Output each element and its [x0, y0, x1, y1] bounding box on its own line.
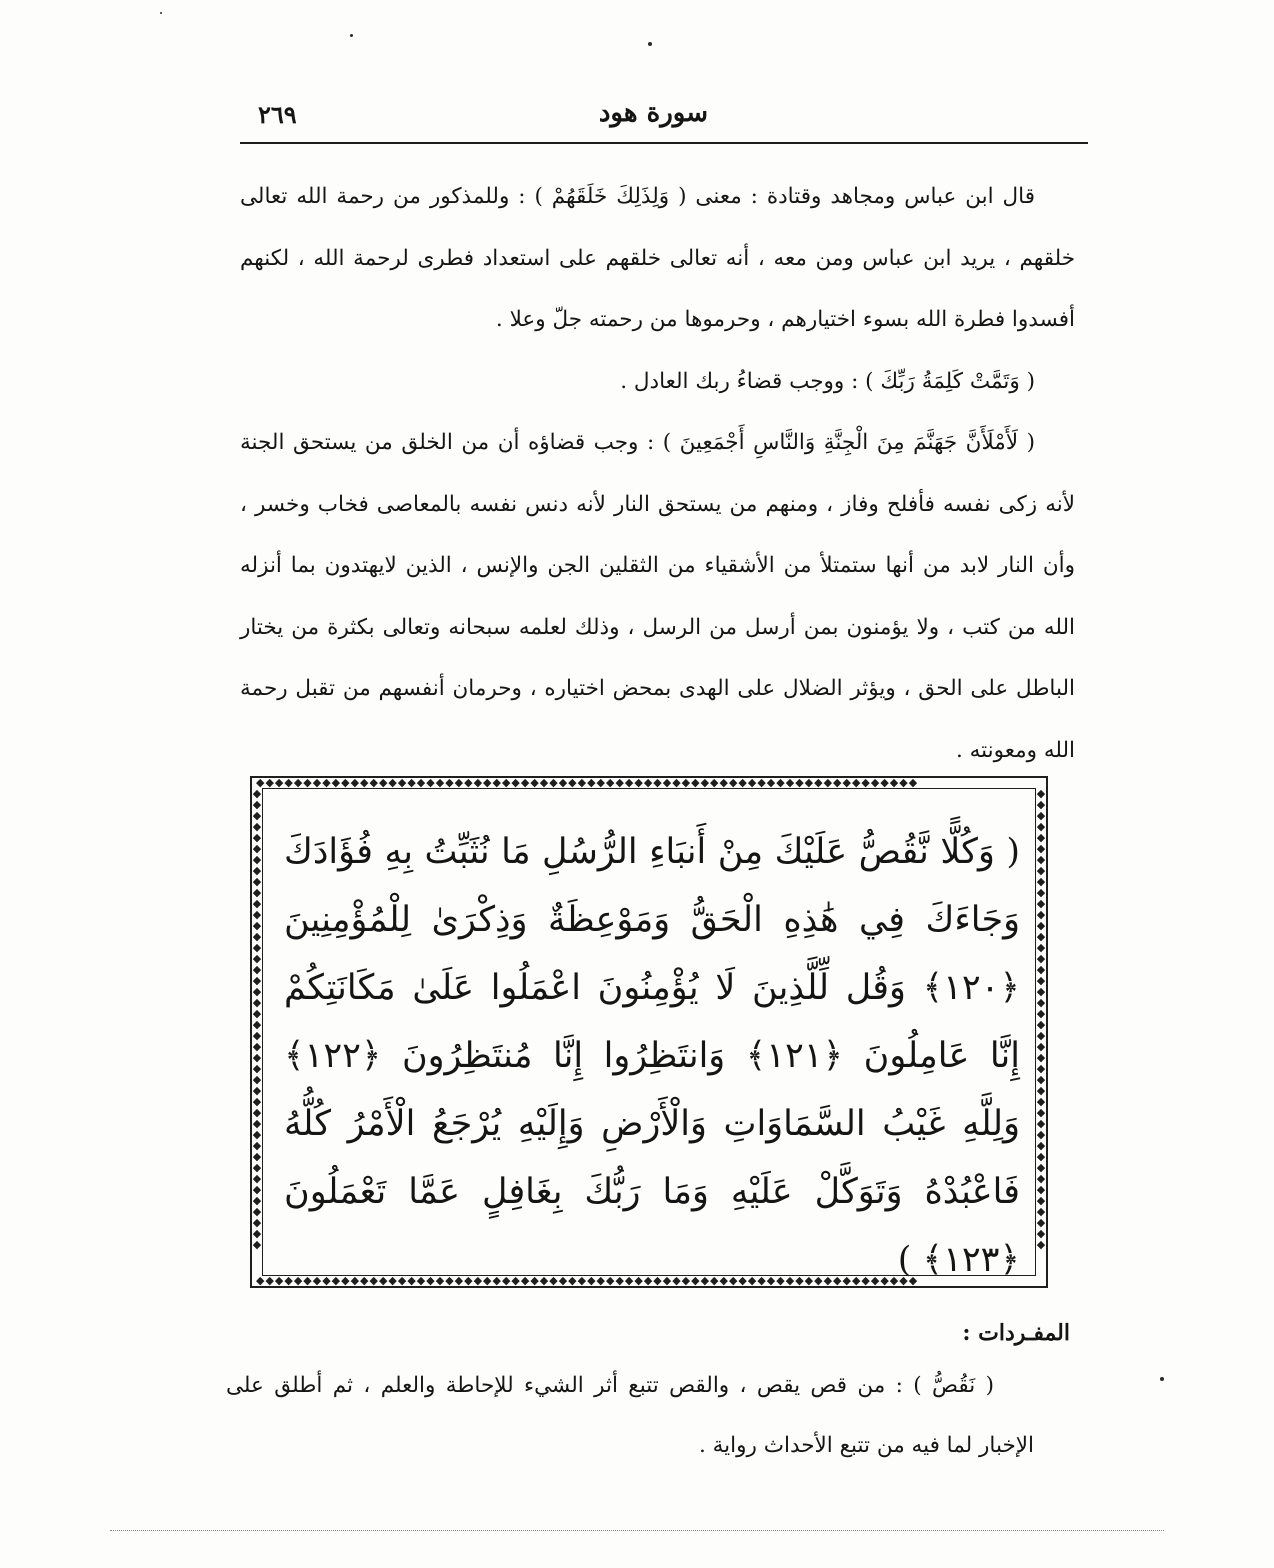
vocabulary-entry: ( نَقُصُّ ) : من قص يقص ، والقص تتبع أثر الشيء للإحاطة والعلم ، ثم أطلق على الإخبار لما فيه من تتبع الأحداث رواية .	[226, 1373, 1034, 1458]
commentary-text	[240, 166, 1075, 781]
page-number: ٢٦٩	[258, 100, 297, 129]
scan-edge-dots	[110, 1530, 1164, 1532]
surah-title: سورة هود	[598, 98, 708, 128]
vocabulary-heading: المفـردات :	[962, 1320, 1070, 1346]
scan-speck	[160, 12, 162, 14]
frame-ornament-top: ◆◆◆◆◆◆◆◆◆◆◆◆◆◆◆◆◆◆◆◆◆◆◆◆◆◆◆◆◆◆◆◆◆◆◆◆◆◆◆◆◆◆◆◆◆◆◆◆◆◆◆◆◆◆◆◆◆◆◆◆◆◆◆◆◆◆◆◆◆◆	[256, 777, 919, 789]
commentary-paragraph: قال ابن عباس ومجاهد وقتادة : معنى ( وَلِذَلِكَ خَلَقَهُمْ ) : وللمذكور من رحمة الله تعالى خلقهم ، يريد ابن عباس ومن معه ، أنه تعالى خلقهم على استعداد فطرى لرحمة الله ، لكنهم أفسدوا فطرة الله بسوء اختيارهم ، وحرموها من رحمته جلّ وعلا .	[240, 184, 1075, 332]
vocabulary-text	[226, 1356, 1034, 1476]
scan-speck	[1160, 1377, 1164, 1381]
scan-speck	[648, 42, 652, 46]
frame-ornament-right: ◆◆◆◆◆◆◆◆◆◆◆◆◆◆◆◆◆◆◆◆◆◆◆◆◆◆◆◆◆◆◆◆◆◆◆◆◆◆◆◆◆◆	[1036, 788, 1046, 1251]
commentary-paragraph: ( لَأَمْلَأَنَّ جَهَنَّمَ مِنَ الْجِنَّةِ وَالنَّاسِ أَجْمَعِينَ ) : وجب قضاؤه أن من الخلق من يستحق الجنة لأنه زكى نفسه فأفلح وفاز ، ومنهم من يستحق النار لأنه دنس نفسه بالمعاصى فخاب وخسر ، وأن النار لابد من أنها ستمتلأ من الأشقياء من الثقلين الجن والإنس ، الذين لايهتدون بما أنزله الله من كتب ، ولا يؤمنون بمن أرسل من الرسل ، وذلك لعلمه سبحانه وتعالى بكثرة من يختار الباطل على الحق ، ويؤثر الضلال على الهدى بمحض اختياره ، وحرمان أنفسهم من تقبل رحمة الله ومعونته .	[240, 430, 1075, 763]
header-rule	[240, 142, 1088, 144]
quran-verse-text: ( وَكُلًّا نَّقُصُّ عَلَيْكَ مِنْ أَنبَاءِ الرُّسُلِ مَا نُثَبِّتُ بِهِ فُؤَادَكَ وَجَاءَكَ فِي هَٰذِهِ الْحَقُّ وَمَوْعِظَةٌ وَذِكْرَىٰ لِلْمُؤْمِنِينَ ﴿١٢٠﴾ وَقُل لِّلَّذِينَ لَا يُؤْمِنُونَ اعْمَلُوا عَلَىٰ مَكَانَتِكُمْ إِنَّا عَامِلُونَ ﴿١٢١﴾ وَانتَظِرُوا إِنَّا مُنتَظِرُونَ ﴿١٢٢﴾ وَلِلَّهِ غَيْبُ السَّمَاوَاتِ وَالْأَرْضِ وَإِلَيْهِ يُرْجَعُ الْأَمْرُ كُلُّهُ فَاعْبُدْهُ وَتَوَكَّلْ عَلَيْهِ وَمَا رَبُّكَ بِغَافِلٍ عَمَّا تَعْمَلُونَ ﴿١٢٣﴾ )	[284, 832, 1020, 1280]
frame-ornament-bottom: ◆◆◆◆◆◆◆◆◆◆◆◆◆◆◆◆◆◆◆◆◆◆◆◆◆◆◆◆◆◆◆◆◆◆◆◆◆◆◆◆◆◆◆◆◆◆◆◆◆◆◆◆◆◆◆◆◆◆◆◆◆◆◆◆◆◆◆◆◆◆	[256, 1275, 919, 1287]
commentary-paragraph: ( وَتَمَّتْ كَلِمَةُ رَبِّكَ ) : ووجب قضاءُ ربك العادل .	[620, 368, 1035, 394]
frame-ornament-left: ◆◆◆◆◆◆◆◆◆◆◆◆◆◆◆◆◆◆◆◆◆◆◆◆◆◆◆◆◆◆◆◆◆◆◆◆◆◆◆◆◆◆	[252, 788, 262, 1251]
verse-frame	[250, 776, 1048, 1288]
scan-speck	[350, 34, 353, 37]
page-header	[240, 96, 1088, 144]
